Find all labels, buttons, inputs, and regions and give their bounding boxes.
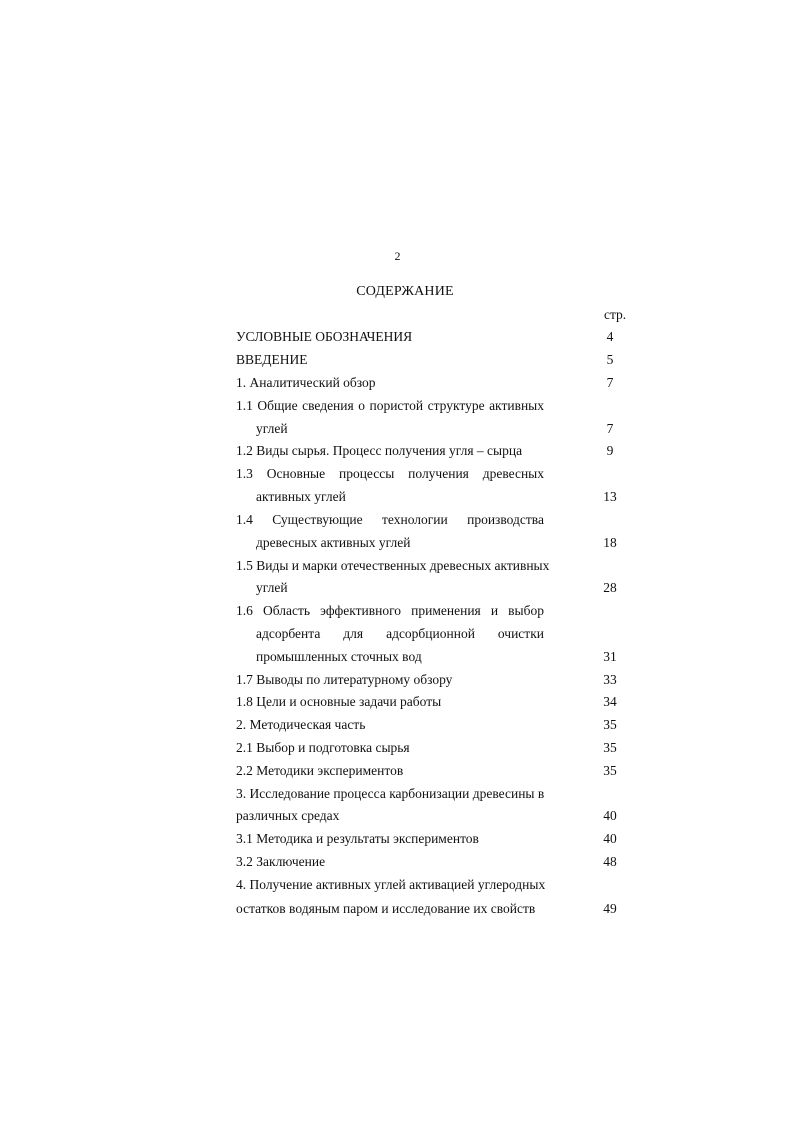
toc-page: 35 — [603, 717, 617, 732]
toc-line: УСЛОВНЫЕ ОБОЗНАЧЕНИЯ — [236, 329, 413, 344]
toc-page: 34 — [603, 694, 617, 709]
toc-page: 31 — [603, 649, 617, 664]
toc-line: 1.2 Виды сырья. Процесс получения угля – сырца — [236, 443, 523, 458]
toc-page: 13 — [603, 489, 617, 504]
toc-page: 40 — [603, 831, 617, 846]
toc-line: 2.1 Выбор и подготовка сырья — [236, 740, 410, 755]
toc-page: 7 — [606, 421, 614, 436]
toc-page: 7 — [606, 375, 614, 390]
toc-line: 1.3 Основные процессы получения древесных — [236, 466, 544, 481]
toc-line: древесных активных углей — [256, 535, 411, 550]
toc-page: 4 — [606, 329, 614, 344]
toc-page: 35 — [603, 740, 617, 755]
toc-line: 1.5 Виды и марки отечественных древесных активных — [236, 558, 550, 573]
toc-title: СОДЕРЖАНИЕ — [356, 284, 454, 299]
toc-line: 1.1 Общие сведения о пористой структуре активных — [236, 398, 544, 413]
toc-line: активных углей — [256, 489, 346, 504]
toc-line: 4. Получение активных углей активацией углеродных — [236, 877, 546, 892]
toc-page: 28 — [603, 580, 617, 595]
toc-line: 3. Исследование процесса карбонизации древесины в — [236, 786, 545, 801]
toc-line: 3.2 Заключение — [236, 854, 326, 869]
toc-page: 40 — [603, 808, 617, 823]
toc-page: 35 — [603, 763, 617, 778]
toc-page: 33 — [603, 672, 617, 687]
toc-line: остатков водяным паром и исследование их свойств — [236, 901, 536, 916]
toc-line: различных средах — [236, 808, 340, 823]
toc-line: 3.1 Методика и результаты экспериментов — [236, 831, 479, 846]
toc-line: 1. Аналитический обзор — [236, 375, 376, 390]
toc-line: 2. Методическая часть — [236, 717, 366, 732]
page-number: 2 — [394, 249, 401, 263]
toc-line: углей — [256, 580, 288, 595]
toc-page: 5 — [606, 352, 614, 367]
toc-line: 1.6 Область эффективного применения и выбор — [236, 603, 544, 618]
toc-line: промышленных сточных вод — [256, 649, 422, 664]
toc-page: 49 — [603, 901, 617, 916]
toc-page: 9 — [606, 443, 614, 458]
page-column-header: стр. — [604, 307, 627, 322]
toc-line: 1.8 Цели и основные задачи работы — [236, 694, 442, 709]
toc-line: углей — [256, 421, 288, 436]
toc-line: адсорбента для адсорбционной очистки — [256, 626, 544, 641]
toc-line: 1.4 Существующие технологии производства — [236, 512, 544, 527]
toc-page: 48 — [603, 854, 617, 869]
toc-line: ВВЕДЕНИЕ — [236, 352, 308, 367]
toc-line: 2.2 Методики экспериментов — [236, 763, 404, 778]
toc-page: 18 — [603, 535, 617, 550]
toc-line: 1.7 Выводы по литературному обзору — [236, 672, 453, 687]
